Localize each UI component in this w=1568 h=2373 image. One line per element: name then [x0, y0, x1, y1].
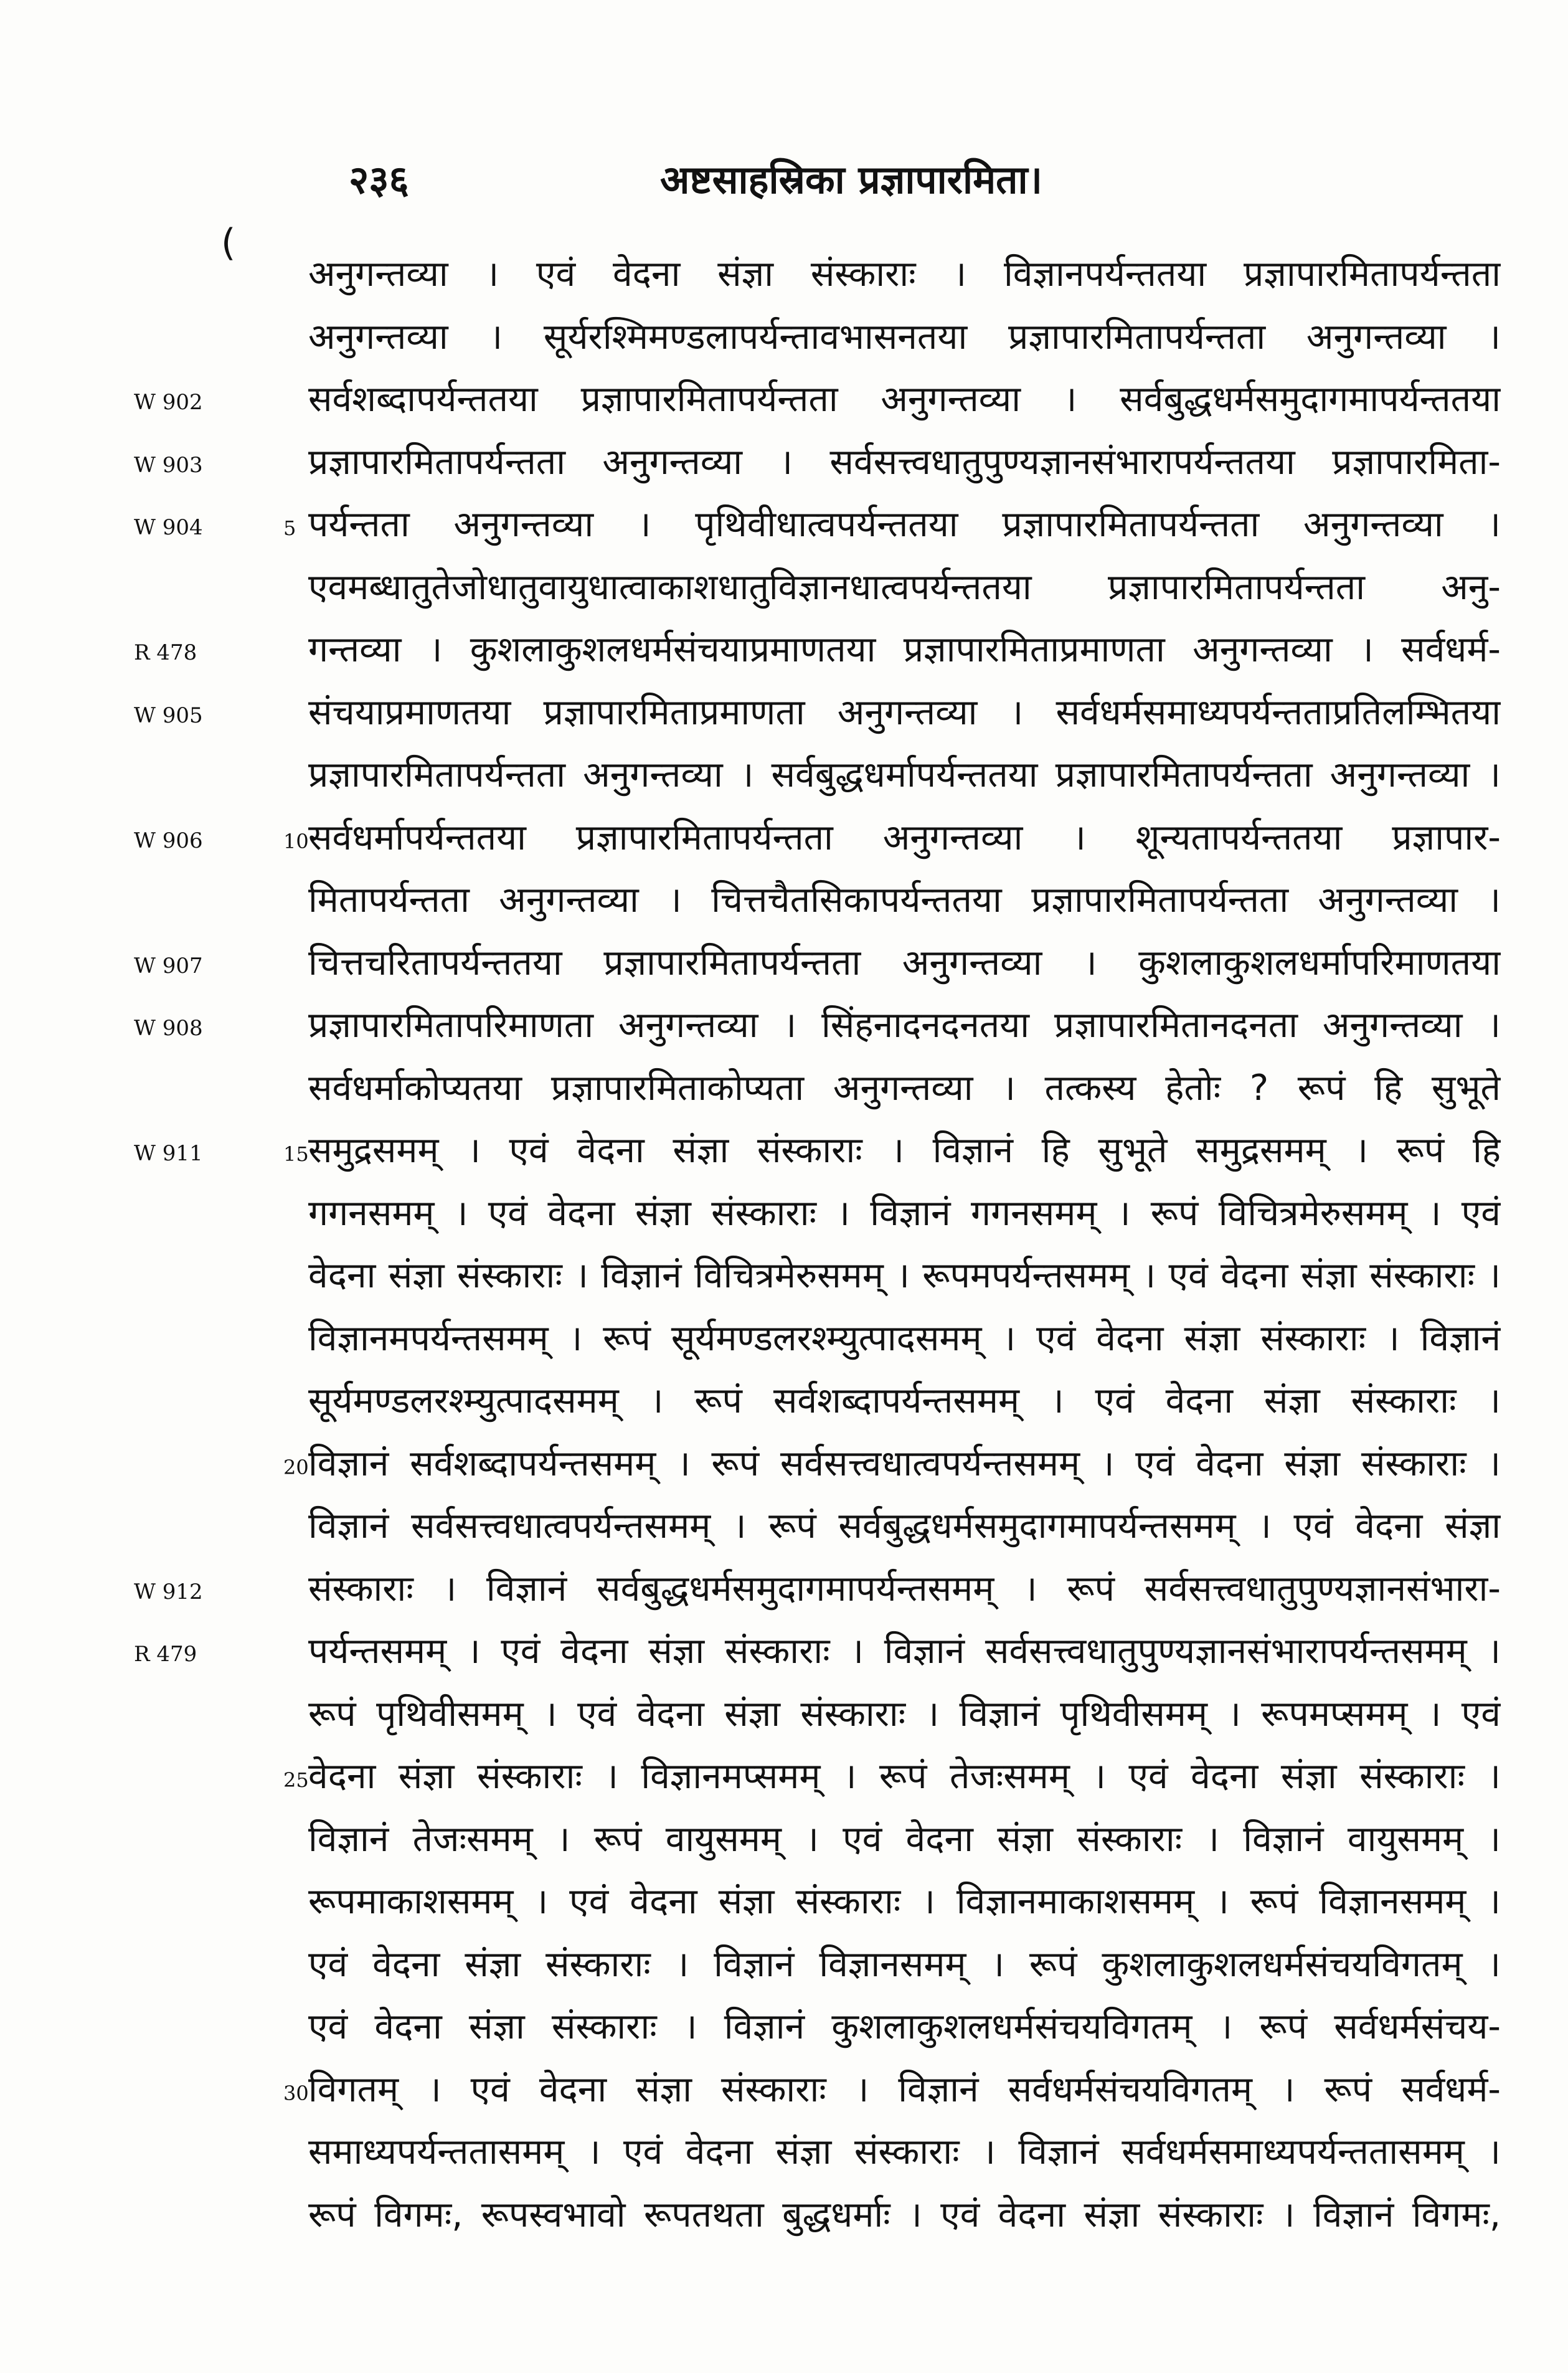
text-line [0, 1999, 1568, 2062]
text-line [0, 1748, 1568, 1811]
margin-reference: W 911 [134, 1141, 203, 1166]
line-text: प्रज्ञापारमितापरिमाणता अनुगन्तव्या । सिंहनादनदनतया प्रज्ञापारमितानदनता अनुगन्तव्या । [308, 1005, 1501, 1046]
text-line [0, 1248, 1568, 1310]
line-text: विज्ञानं तेजःसमम् । रूपं वायुसमम् । एवं वेदना संज्ञा संस्काराः । विज्ञानं वायुसमम् । [308, 1818, 1501, 1860]
text-line [0, 622, 1568, 684]
line-text: रूपं पृथिवीसमम् । एवं वेदना संज्ञा संस्काराः । विज्ञानं पृथिवीसमम् । रूपमप्समम् । एवं [308, 1693, 1501, 1735]
line-text: चित्तचरितापर्यन्ततया प्रज्ञापारमितापर्यन्तता अनुगन्तव्या । कुशलाकुशलधर्मापरिमाणतया [308, 942, 1501, 983]
page-header [349, 153, 1532, 209]
line-text: सर्वशब्दापर्यन्ततया प्रज्ञापारमितापर्यन्तता अनुगन्तव्या । सर्वबुद्धधर्मसमुदागमापर्यन्ततया [308, 379, 1501, 420]
text-line [0, 1436, 1568, 1499]
line-text: पर्यन्तता अनुगन्तव्या । पृथिवीधात्वपर्यन्ततया प्रज्ञापारमितापर्यन्तता अनुगन्तव्या । [308, 504, 1501, 545]
text-line [0, 1310, 1568, 1373]
line-text: विज्ञानं सर्वशब्दापर्यन्तसमम् । रूपं सर्वसत्त्वधात्वपर्यन्तसमम् । एवं वेदना संज्ञा संस्काराः । [308, 1442, 1501, 1484]
line-text: प्रज्ञापारमितापर्यन्तता अनुगन्तव्या । सर्वबुद्धधर्मापर्यन्ततया प्रज्ञापारमितापर्यन्तता अनुगन्तव्या । [308, 754, 1501, 795]
line-text: रूपं विगमः, रूपस्वभावो रूपतथता बुद्धधर्माः । एवं वेदना संज्ञा संस्काराः । विज्ञानं विगमः, [308, 2194, 1501, 2235]
text-line [0, 2124, 1568, 2187]
text-line [0, 747, 1568, 810]
margin-reference: W 902 [134, 390, 203, 415]
margin-reference: W 905 [134, 703, 203, 728]
text-line [0, 1561, 1568, 1624]
line-text: समुद्रसमम् । एवं वेदना संज्ञा संस्काराः । विज्ञानं हि सुभूते समुद्रसमम् । रूपं हि [308, 1130, 1501, 1171]
text-line [0, 1122, 1568, 1185]
text-line [0, 1060, 1568, 1123]
text-line [0, 997, 1568, 1060]
text-line [0, 1686, 1568, 1749]
margin-reference: W 903 [134, 452, 203, 478]
line-text: एवं वेदना संज्ञा संस्काराः । विज्ञानं विज्ञानसमम् । रूपं कुशलाकुशलधर्मसंचयविगतम् । [308, 1943, 1501, 1985]
line-text: एवमब्धातुतेजोधातुवायुधात्वाकाशधातुविज्ञानधात्वपर्यन्ततया प्रज्ञापारमितापर्यन्तता अनु- [308, 566, 1501, 608]
margin-reference: W 912 [134, 1579, 203, 1604]
line-text: संस्काराः । विज्ञानं सर्वबुद्धधर्मसमुदागमापर्यन्तसमम् । रूपं सर्वसत्त्वधातुपुण्यज्ञानसंभारा- [308, 1568, 1501, 1609]
text-line [0, 684, 1568, 747]
text-line [0, 2062, 1568, 2124]
line-text: गन्तव्या । कुशलाकुशलधर्मसंचयाप्रमाणतया प्रज्ञापारमिताप्रमाणता अनुगन्तव्या । सर्वधर्म- [308, 629, 1501, 670]
text-line [0, 2187, 1568, 2250]
text-line [0, 810, 1568, 873]
text-line [0, 1185, 1568, 1248]
line-text: गगनसमम् । एवं वेदना संज्ञा संस्काराः । विज्ञानं गगनसमम् । रूपं विचित्रमेरुसमम् । एवं [308, 1192, 1501, 1234]
text-line [0, 1373, 1568, 1436]
page-number: २३६ [349, 157, 409, 202]
line-text: समाध्यपर्यन्ततासमम् । एवं वेदना संज्ञा संस्काराः । विज्ञानं सर्वधर्मसमाध्यपर्यन्ततासमम् । [308, 2131, 1501, 2172]
line-text: प्रज्ञापारमितापर्यन्तता अनुगन्तव्या । सर्वसत्त्वधातुपुण्यज्ञानसंभारापर्यन्ततया प्रज्ञापारमिता- [308, 441, 1501, 483]
text-line [0, 371, 1568, 434]
line-text: अनुगन्तव्या । एवं वेदना संज्ञा संस्काराः । विज्ञानपर्यन्ततया प्रज्ञापारमितापर्यन्तता [308, 253, 1501, 295]
line-text: सूर्यमण्डलरश्म्युत्पादसमम् । रूपं सर्वशब्दापर्यन्तसमम् । एवं वेदना संज्ञा संस्काराः । [308, 1380, 1501, 1421]
text-body [0, 246, 1568, 2249]
text-line [0, 872, 1568, 935]
text-line [0, 935, 1568, 998]
line-text: संचयाप्रमाणतया प्रज्ञापारमिताप्रमाणता अनुगन्तव्या । सर्वधर्मसमाध्यपर्यन्तताप्रतिलम्भितया [308, 691, 1501, 733]
margin-reference: W 908 [134, 1016, 203, 1041]
text-line [0, 434, 1568, 497]
line-number: 10 [283, 829, 309, 853]
line-number: 25 [283, 1768, 309, 1792]
text-line [0, 1811, 1568, 1874]
text-line [0, 1623, 1568, 1686]
line-number: 20 [283, 1455, 309, 1479]
margin-reference: W 906 [134, 828, 203, 853]
text-line [0, 1498, 1568, 1561]
line-text: मितापर्यन्तता अनुगन्तव्या । चित्तचैतसिकापर्यन्ततया प्रज्ञापारमितापर्यन्तता अनुगन्तव्या । [308, 879, 1501, 921]
margin-reference: R 478 [134, 640, 197, 665]
text-line [0, 309, 1568, 372]
line-text: रूपमाकाशसमम् । एवं वेदना संज्ञा संस्काराः । विज्ञानमाकाशसमम् । रूपं विज्ञानसमम् । [308, 1881, 1501, 1922]
line-text: विज्ञानमपर्यन्तसमम् । रूपं सूर्यमण्डलरश्म्युत्पादसमम् । एवं वेदना संज्ञा संस्काराः । विज्ञानं [308, 1317, 1501, 1359]
text-line [0, 496, 1568, 559]
running-title: अष्टसाहस्रिका प्रज्ञापारमिता। [660, 157, 1043, 202]
text-line [0, 559, 1568, 622]
line-text: वेदना संज्ञा संस्काराः । विज्ञानमप्समम् । रूपं तेजःसमम् । एवं वेदना संज्ञा संस्काराः । [308, 1756, 1501, 1797]
line-text: वेदना संज्ञा संस्काराः । विज्ञानं विचित्रमेरुसमम् । रूपमपर्यन्तसमम् । एवं वेदना संज्ञा संस्काराः । [308, 1255, 1501, 1296]
line-text: विगतम् । एवं वेदना संज्ञा संस्काराः । विज्ञानं सर्वधर्मसंचयविगतम् । रूपं सर्वधर्म- [308, 2068, 1501, 2110]
line-number: 30 [283, 2081, 309, 2105]
line-text: विज्ञानं सर्वसत्त्वधात्वपर्यन्तसमम् । रूपं सर्वबुद्धधर्मसमुदागमापर्यन्तसमम् । एवं वेदना संज्ञा [308, 1505, 1501, 1546]
margin-mark: ( [221, 221, 236, 265]
margin-reference: W 904 [134, 515, 203, 540]
text-line [0, 1936, 1568, 1999]
line-number: 15 [283, 1142, 309, 1166]
line-text: एवं वेदना संज्ञा संस्काराः । विज्ञानं कुशलाकुशलधर्मसंचयविगतम् । रूपं सर्वधर्मसंचय- [308, 2006, 1501, 2047]
line-text: सर्वधर्मापर्यन्ततया प्रज्ञापारमितापर्यन्तता अनुगन्तव्या । शून्यतापर्यन्ततया प्रज्ञापार- [308, 817, 1501, 858]
text-line [0, 246, 1568, 309]
line-text: अनुगन्तव्या । सूर्यरश्मिमण्डलापर्यन्तावभासनतया प्रज्ञापारमितापर्यन्तता अनुगन्तव्या । [308, 316, 1501, 358]
line-text: पर्यन्तसमम् । एवं वेदना संज्ञा संस्काराः । विज्ञानं सर्वसत्त्वधातुपुण्यज्ञानसंभारापर्यन्तसमम् । [308, 1631, 1501, 1672]
line-number: 5 [283, 516, 296, 540]
line-text: सर्वधर्माकोप्यतया प्रज्ञापारमिताकोप्यता अनुगन्तव्या । तत्कस्य हेतोः ? रूपं हि सुभूते [308, 1067, 1501, 1109]
margin-reference: W 907 [134, 953, 203, 978]
margin-reference: R 479 [134, 1642, 197, 1667]
text-line [0, 1873, 1568, 1936]
